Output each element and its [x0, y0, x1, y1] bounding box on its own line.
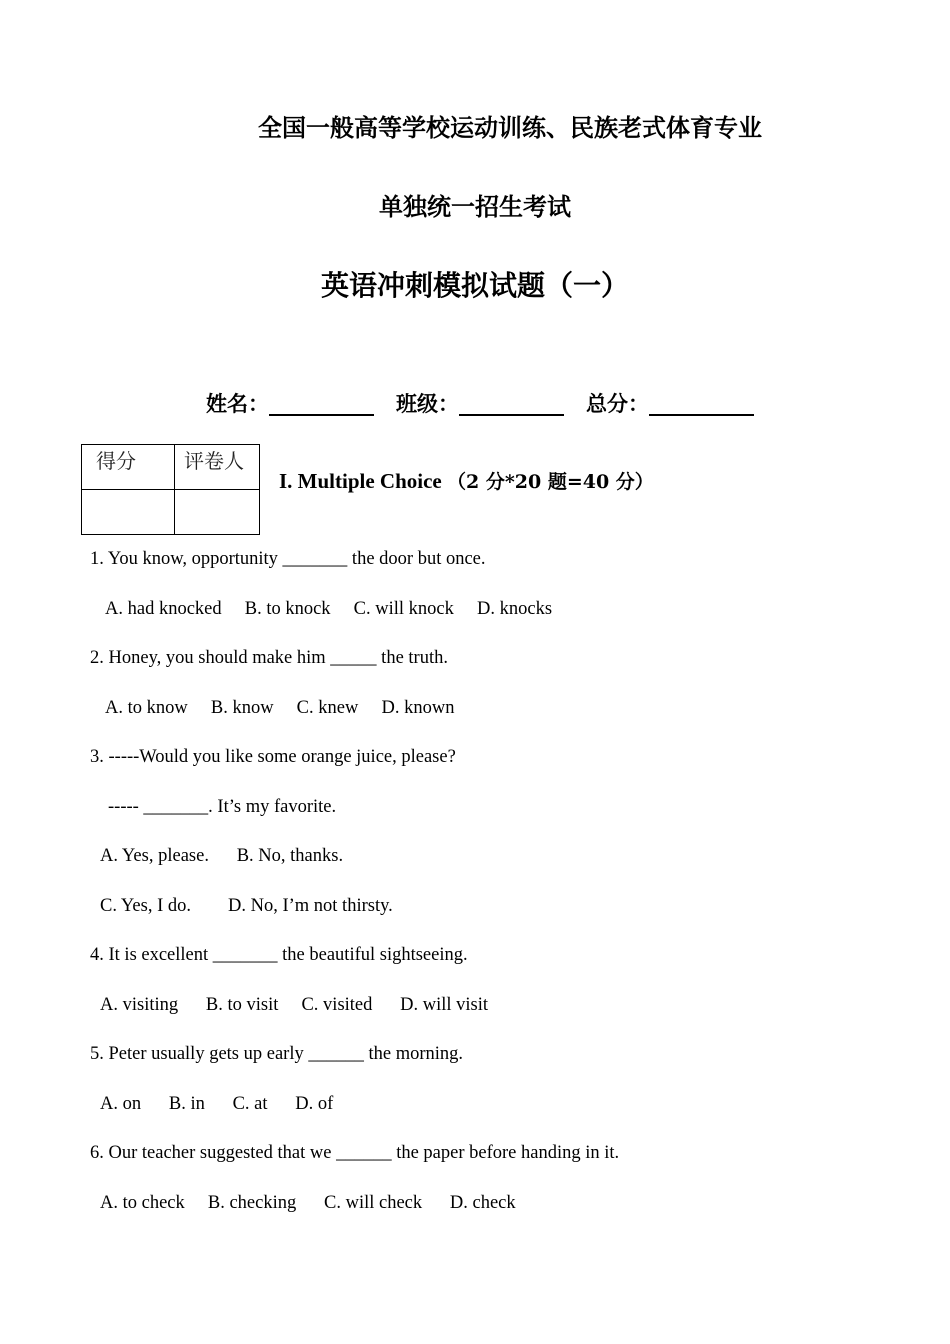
section-points: （2 分*20 题=40 分）: [447, 471, 654, 493]
question-2-options: A. to know B. know C. knew D. known: [105, 698, 455, 718]
total-field: [586, 388, 754, 418]
question-3-options-cd: C. Yes, I do. D. No, I’m not thirsty.: [100, 896, 393, 916]
class-field: [396, 388, 564, 418]
name-blank: __________: [269, 391, 374, 416]
name-label: 姓名：: [206, 391, 269, 416]
question-1-stem: 1. You know, opportunity _______ the door but once.: [90, 549, 486, 569]
grader-cell: [175, 490, 260, 535]
question-6-options: A. to check B. checking C. will check D. check: [100, 1193, 516, 1213]
class-blank: __________: [459, 391, 564, 416]
question-6-stem: 6. Our teacher suggested that we ______ the paper before handing in it.: [90, 1143, 620, 1163]
question-3-stem: 3. -----Would you like some orange juice, please?: [90, 747, 456, 767]
question-2-stem: 2. Honey, you should make him _____ the truth.: [90, 648, 448, 668]
name-field: [206, 388, 374, 418]
question-1-options: A. had knocked B. to knock C. will knock D. knocks: [105, 599, 553, 619]
score-header: 得分: [82, 445, 175, 490]
question-4-stem: 4. It is excellent _______ the beautiful sightseeing.: [90, 945, 468, 965]
question-3-reply: ----- _______. It’s my favorite.: [108, 797, 337, 817]
exam-title-line-1: 全国一般高等学校运动训练、民族老式体育专业: [258, 113, 762, 142]
class-label: 班级：: [396, 391, 459, 416]
exam-title-line-3: 英语冲刺模拟试题（一）: [320, 269, 629, 302]
student-info-line: [0, 388, 950, 418]
question-4-options: A. visiting B. to visit C. visited D. will visit: [100, 995, 489, 1015]
section-heading: [279, 467, 654, 494]
score-table: [81, 444, 260, 535]
question-5-stem: 5. Peter usually gets up early ______ the morning.: [90, 1044, 464, 1064]
score-cell: [82, 490, 175, 535]
total-label: 总分：: [586, 391, 649, 416]
total-blank: __________: [649, 391, 754, 416]
question-3-options-ab: A. Yes, please. B. No, thanks.: [100, 846, 344, 866]
section-title: I. Multiple Choice: [279, 469, 442, 493]
grader-header: 评卷人: [175, 445, 260, 490]
exam-title-line-2: 单独统一招生考试: [379, 192, 571, 221]
question-5-options: A. on B. in C. at D. of: [100, 1094, 334, 1114]
